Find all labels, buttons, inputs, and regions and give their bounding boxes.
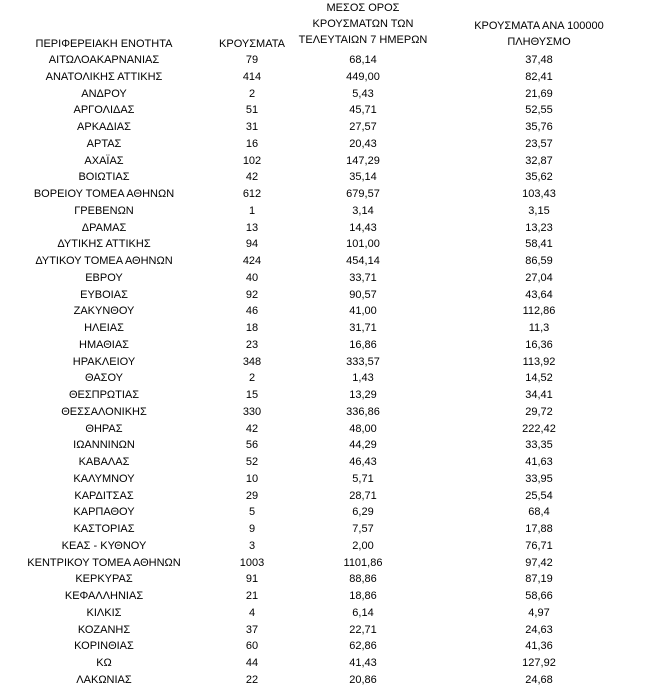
cell-7day-average: 6,29 — [352, 506, 374, 519]
cell-region: ΑΝΑΤΟΛΙΚΗΣ ΑΤΤΙΚΗΣ — [45, 70, 163, 83]
cell-cases: 1003 — [239, 556, 265, 569]
cell-region: ΚΟΡΙΝΘΙΑΣ — [74, 640, 134, 653]
table-row — [0, 320, 648, 337]
cell-7day-average: 45,71 — [349, 104, 377, 117]
cell-per-100000: 43,64 — [525, 288, 553, 301]
cell-region: ΘΕΣΠΡΩΤΙΑΣ — [68, 389, 140, 401]
cell-cases: 23 — [245, 338, 259, 351]
cell-region: ΘΑΣΟΥ — [84, 372, 124, 385]
table-row — [0, 303, 648, 320]
cell-7day-average: 449,00 — [346, 70, 380, 83]
table-row — [0, 437, 648, 454]
table-row — [0, 421, 648, 438]
cell-7day-average: 2,00 — [352, 539, 374, 552]
cell-7day-average: 1101,86 — [343, 556, 383, 569]
table-row — [0, 454, 648, 471]
table-row — [0, 521, 648, 538]
cell-per-100000: 13,23 — [525, 221, 553, 234]
cell-region: ΑΝΔΡΟΥ — [81, 87, 127, 100]
cell-7day-average: 20,43 — [349, 137, 377, 150]
cell-cases: 16 — [245, 137, 259, 150]
cell-cases: 91 — [245, 573, 259, 586]
cell-region: ΕΒΡΟΥ — [85, 271, 123, 284]
cell-region: ΚΑΛΥΜΝΟΥ — [73, 472, 135, 485]
cell-cases: 29 — [245, 489, 259, 502]
cell-7day-average: 333,57 — [346, 355, 380, 368]
header-avg-line1: ΜΕΣΟΣ ΟΡΟΣ — [326, 2, 400, 14]
column-header-cases — [208, 36, 296, 52]
table-row — [0, 605, 648, 622]
cell-per-100000: 32,87 — [525, 154, 553, 167]
table-row — [0, 387, 648, 404]
cell-cases: 44 — [245, 657, 259, 669]
cell-per-100000: 82,41 — [525, 70, 553, 83]
cell-per-100000: 4,97 — [528, 606, 550, 619]
cell-cases: 52 — [245, 456, 259, 468]
cell-7day-average: 7,57 — [352, 523, 374, 535]
column-header-per-100000 — [430, 18, 648, 50]
cell-7day-average: 88,86 — [349, 573, 377, 586]
cell-per-100000: 41,63 — [525, 456, 553, 468]
cell-region: ΚΕΝΤΡΙΚΟΥ ΤΟΜΕΑ ΑΘΗΝΩΝ — [27, 556, 181, 569]
cell-7day-average: 18,86 — [349, 590, 377, 602]
cell-7day-average: 14,43 — [349, 221, 377, 234]
cell-cases: 94 — [245, 238, 259, 251]
cell-region: ΚΕΦΑΛΛΗΝΙΑΣ — [64, 590, 144, 602]
cell-cases: 5 — [248, 506, 256, 519]
cell-cases: 1 — [248, 204, 256, 217]
cell-per-100000: 35,62 — [525, 171, 553, 184]
header-avg-line3: ΤΕΛΕΥΤΑΙΩΝ 7 ΗΜΕΡΩΝ — [298, 34, 428, 46]
table-row — [0, 102, 648, 119]
cell-region: ΚΑΣΤΟΡΙΑΣ — [73, 523, 135, 535]
cell-cases: 31 — [245, 121, 259, 133]
cell-cases: 348 — [242, 355, 262, 368]
column-header-region — [0, 36, 208, 52]
table-row — [0, 571, 648, 588]
cell-per-100000: 68,4 — [528, 506, 550, 519]
table-row — [0, 169, 648, 186]
cell-7day-average: 31,71 — [349, 322, 377, 334]
cell-cases: 102 — [242, 154, 262, 167]
cell-region: ΖΑΚΥΝΘΟΥ — [73, 305, 135, 318]
table-row — [0, 270, 648, 287]
cell-7day-average: 16,86 — [349, 338, 377, 351]
cell-region: ΚΕΑΣ - ΚΥΘΝΟΥ — [61, 539, 147, 552]
table-row — [0, 588, 648, 605]
cell-cases: 40 — [245, 271, 259, 284]
cell-cases: 46 — [245, 305, 259, 318]
cell-cases: 21 — [245, 590, 259, 602]
cell-per-100000: 113,92 — [522, 355, 556, 368]
cell-per-100000: 41,36 — [525, 640, 553, 653]
cell-region: ΚΑΡΠΑΘΟΥ — [73, 506, 135, 519]
cell-cases: 2 — [248, 87, 256, 100]
cell-cases: 79 — [245, 54, 259, 66]
header-avg-line2: ΚΡΟΥΣΜΑΤΩΝ ΤΩΝ — [312, 18, 414, 30]
cell-per-100000: 35,76 — [525, 121, 553, 133]
cell-region: ΚΕΡΚΥΡΑΣ — [75, 573, 133, 586]
cell-per-100000: 24,68 — [525, 673, 553, 686]
cell-7day-average: 27,57 — [349, 121, 377, 133]
table-row — [0, 236, 648, 253]
cell-cases: 56 — [245, 439, 259, 452]
table-row — [0, 622, 648, 639]
cell-7day-average: 454,14 — [346, 255, 380, 267]
cell-region: ΑΧΑΪΑΣ — [84, 154, 124, 167]
cell-region: ΔΥΤΙΚΗΣ ΑΤΤΙΚΗΣ — [57, 238, 151, 251]
cell-7day-average: 6,14 — [352, 606, 374, 619]
cell-7day-average: 101,00 — [346, 238, 380, 251]
cell-region: ΗΜΑΘΙΑΣ — [79, 338, 129, 351]
cell-cases: 60 — [245, 640, 259, 653]
table-row — [0, 555, 648, 572]
table-row — [0, 488, 648, 505]
cell-7day-average: 46,43 — [349, 456, 377, 468]
cell-per-100000: 25,54 — [525, 489, 553, 502]
cell-per-100000: 27,04 — [525, 271, 553, 284]
cell-per-100000: 58,41 — [525, 238, 553, 251]
cell-per-100000: 14,52 — [525, 372, 553, 385]
cell-cases: 10 — [245, 472, 259, 485]
cell-cases: 18 — [245, 322, 259, 334]
table-row — [0, 538, 648, 555]
header-region-label: ΠΕΡΙΦΕΡΕΙΑΚΗ ΕΝΟΤΗΤΑ — [35, 38, 173, 50]
header-cases-label: ΚΡΟΥΣΜΑΤΑ — [219, 38, 285, 50]
table-row — [0, 119, 648, 136]
header-per-line2: ΠΛΗΘΥΣΜΟ — [507, 36, 571, 48]
cell-cases: 13 — [245, 221, 259, 234]
cell-7day-average: 41,43 — [349, 657, 377, 669]
cell-per-100000: 33,95 — [525, 472, 553, 485]
data-table — [0, 52, 648, 689]
cell-per-100000: 24,63 — [525, 623, 553, 636]
cell-cases: 330 — [242, 405, 262, 418]
cell-region: ΘΗΡΑΣ — [85, 422, 123, 435]
cell-per-100000: 11,3 — [528, 322, 550, 334]
cell-per-100000: 86,59 — [525, 255, 553, 267]
table-row — [0, 370, 648, 387]
cell-7day-average: 13,29 — [349, 389, 377, 401]
cell-7day-average: 90,57 — [349, 288, 377, 301]
cell-region: ΑΡΚΑΔΙΑΣ — [77, 121, 131, 133]
table-row — [0, 287, 648, 304]
cell-cases: 3 — [248, 539, 256, 552]
cell-7day-average: 20,86 — [349, 673, 377, 686]
table-row — [0, 504, 648, 521]
cell-7day-average: 22,71 — [349, 623, 377, 636]
cell-cases: 22 — [245, 673, 259, 686]
cell-per-100000: 127,92 — [522, 657, 556, 669]
cell-per-100000: 52,55 — [525, 104, 553, 117]
cell-per-100000: 21,69 — [525, 87, 553, 100]
cell-region: ΑΡΓΟΛΙΔΑΣ — [73, 104, 135, 117]
cell-7day-average: 147,29 — [346, 154, 380, 167]
table-row — [0, 471, 648, 488]
cell-per-100000: 76,71 — [525, 539, 553, 552]
cell-7day-average: 28,71 — [349, 489, 377, 502]
table-row — [0, 136, 648, 153]
cell-per-100000: 112,86 — [522, 305, 556, 318]
cell-7day-average: 41,00 — [349, 305, 377, 318]
cell-cases: 92 — [245, 288, 259, 301]
table-row — [0, 203, 648, 220]
cell-cases: 424 — [242, 255, 262, 267]
cell-cases: 37 — [245, 623, 259, 636]
table-row — [0, 655, 648, 672]
cell-region: ΘΕΣΣΑΛΟΝΙΚΗΣ — [61, 405, 147, 418]
cell-per-100000: 29,72 — [525, 405, 553, 418]
table-row — [0, 69, 648, 86]
cell-7day-average: 35,14 — [349, 171, 377, 184]
cell-region: ΓΡΕΒΕΝΩΝ — [74, 204, 134, 217]
cell-per-100000: 87,19 — [525, 573, 553, 586]
cell-cases: 2 — [248, 372, 256, 385]
table-row — [0, 672, 648, 689]
cell-7day-average: 5,43 — [352, 87, 374, 100]
cell-cases: 9 — [248, 523, 256, 535]
table-row — [0, 220, 648, 237]
cell-region: ΛΑΚΩΝΙΑΣ — [76, 673, 132, 686]
cell-region: ΗΛΕΙΑΣ — [84, 322, 124, 334]
cell-cases: 51 — [245, 104, 259, 117]
cell-region: ΚΟΖΑΝΗΣ — [77, 623, 131, 636]
cell-cases: 42 — [245, 171, 259, 184]
table-row — [0, 404, 648, 421]
cell-per-100000: 58,66 — [525, 590, 553, 602]
cell-cases: 414 — [242, 70, 262, 83]
cell-region: ΒΟΙΩΤΙΑΣ — [78, 171, 130, 184]
cell-region: ΚΩ — [96, 657, 112, 669]
cell-cases: 612 — [242, 188, 262, 200]
cell-per-100000: 97,42 — [525, 556, 553, 569]
table-row — [0, 86, 648, 103]
cell-7day-average: 62,86 — [349, 640, 377, 653]
cell-cases: 42 — [245, 422, 259, 435]
cell-7day-average: 679,57 — [346, 188, 380, 200]
cell-per-100000: 103,43 — [522, 188, 556, 200]
cell-per-100000: 17,88 — [525, 523, 553, 535]
table-row — [0, 253, 648, 270]
cell-per-100000: 23,57 — [525, 137, 553, 150]
column-header-7day-average — [296, 0, 430, 48]
table-row — [0, 638, 648, 655]
cell-region: ΑΡΤΑΣ — [86, 137, 122, 150]
cell-region: ΙΩΑΝΝΙΝΩΝ — [73, 439, 135, 452]
table-row — [0, 354, 648, 371]
cell-region: ΒΟΡΕΙΟΥ ΤΟΜΕΑ ΑΘΗΝΩΝ — [33, 188, 175, 200]
cell-7day-average: 68,14 — [349, 54, 377, 66]
cell-7day-average: 33,71 — [349, 271, 377, 284]
cell-region: ΑΙΤΩΛΟΑΚΑΡΝΑΝΙΑΣ — [48, 54, 160, 66]
cell-7day-average: 3,14 — [352, 204, 374, 217]
cell-per-100000: 222,42 — [522, 422, 556, 435]
table-row — [0, 186, 648, 203]
cell-per-100000: 33,35 — [525, 439, 553, 452]
cell-7day-average: 1,43 — [352, 372, 374, 385]
table-row — [0, 337, 648, 354]
cell-region: ΗΡΑΚΛΕΙΟΥ — [72, 355, 136, 368]
cell-per-100000: 37,48 — [525, 54, 553, 66]
cell-cases: 4 — [248, 606, 256, 619]
cell-region: ΔΡΑΜΑΣ — [81, 221, 127, 234]
cell-region: ΚΙΛΚΙΣ — [86, 606, 122, 619]
cell-7day-average: 48,00 — [349, 422, 377, 435]
cell-per-100000: 3,15 — [528, 204, 550, 217]
table-row — [0, 52, 648, 69]
cell-7day-average: 44,29 — [349, 439, 377, 452]
header-per-line1: ΚΡΟΥΣΜΑΤΑ ΑΝΑ 100000 — [474, 20, 604, 32]
table-row — [0, 153, 648, 170]
cell-region: ΔΥΤΙΚΟΥ ΤΟΜΕΑ ΑΘΗΝΩΝ — [35, 255, 173, 267]
cell-7day-average: 336,86 — [346, 405, 380, 418]
cell-region: ΚΑΡΔΙΤΣΑΣ — [74, 489, 134, 502]
cell-region: ΕΥΒΟΙΑΣ — [80, 288, 128, 301]
cell-per-100000: 16,36 — [525, 338, 553, 351]
cell-region: ΚΑΒΑΛΑΣ — [78, 456, 130, 468]
cell-per-100000: 34,41 — [525, 389, 553, 401]
cell-7day-average: 5,71 — [352, 472, 374, 485]
cell-cases: 15 — [245, 389, 259, 401]
